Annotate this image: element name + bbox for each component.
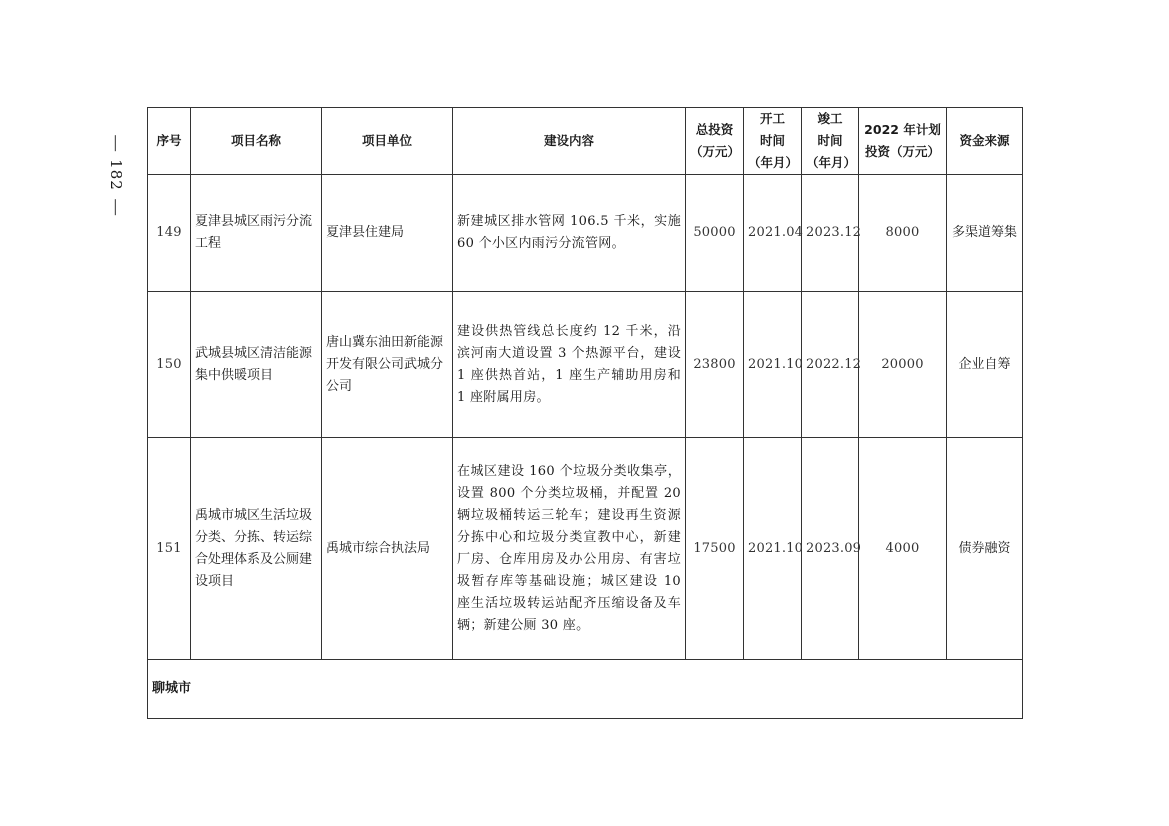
cell-end: 2022.12: [802, 292, 859, 438]
header-source: 资金来源: [947, 108, 1023, 175]
header-start-line1: 开工: [759, 111, 785, 126]
cell-source: 债券融资: [947, 438, 1023, 660]
header-end-line1: 竣工: [817, 111, 843, 126]
cell-total: 50000: [686, 175, 744, 292]
cell-end: 2023.12: [802, 175, 859, 292]
cell-content: 新建城区排水管网 106.5 千米，实施 60 个小区内雨污分流管网。: [453, 175, 686, 292]
cell-total: 17500: [686, 438, 744, 660]
region-row: [148, 660, 1023, 719]
header-unit: 项目单位: [322, 108, 453, 175]
header-plan: [859, 108, 947, 175]
cell-seq: 151: [148, 438, 191, 660]
cell-plan: 4000: [859, 438, 947, 660]
header-seq: 序号: [148, 108, 191, 175]
cell-unit: 唐山冀东油田新能源开发有限公司武城分公司: [322, 292, 453, 438]
header-end-line2: 时间: [817, 133, 843, 148]
cell-end: 2023.09: [802, 438, 859, 660]
header-end: [802, 108, 859, 175]
page-number: [103, 125, 129, 225]
page-number-dash-left: [116, 135, 117, 151]
header-plan-line1: 2022 年计划: [864, 122, 941, 137]
table-row: [148, 175, 1023, 292]
cell-start: 2021.10: [744, 438, 802, 660]
table-header-row: [148, 108, 1023, 175]
cell-plan: 20000: [859, 292, 947, 438]
cell-name: 武城县城区清洁能源集中供暖项目: [191, 292, 322, 438]
header-total-line1: 总投资: [695, 122, 734, 137]
cell-source: 多渠道筹集: [947, 175, 1023, 292]
header-start-line3: （年月）: [748, 155, 799, 170]
table-row: [148, 438, 1023, 660]
cell-content: 在城区建设 160 个垃圾分类收集亭，设置 800 个分类垃圾桶，并配置 20 辆垃圾桶转运三轮车；建设再生资源分拣中心和垃圾分类宣教中心，新建厂房、仓库用房及办公用房、有害垃圾暂存库等基础设施；城区建设 10 座生活垃圾转运站配齐压缩设备及车辆；新建公厕 30 座。: [453, 438, 686, 660]
cell-source: 企业自筹: [947, 292, 1023, 438]
page-number-dash-right: [116, 199, 117, 215]
header-start: [744, 108, 802, 175]
cell-name: 夏津县城区雨污分流工程: [191, 175, 322, 292]
cell-unit: 禹城市综合执法局: [322, 438, 453, 660]
cell-start: 2021.10: [744, 292, 802, 438]
header-end-line3: （年月）: [806, 155, 857, 170]
cell-name: 禹城市城区生活垃圾分类、分拣、转运综合处理体系及公厕建设项目: [191, 438, 322, 660]
cell-unit: 夏津县住建局: [322, 175, 453, 292]
header-content: 建设内容: [453, 108, 686, 175]
header-total: [686, 108, 744, 175]
table-row: [148, 292, 1023, 438]
cell-seq: 149: [148, 175, 191, 292]
cell-start: 2021.04: [744, 175, 802, 292]
cell-plan: 8000: [859, 175, 947, 292]
page-number-text: 182: [107, 159, 126, 191]
header-start-line2: 时间: [759, 133, 785, 148]
header-name: 项目名称: [191, 108, 322, 175]
header-total-line2: （万元）: [690, 144, 741, 159]
project-table: [147, 107, 1023, 719]
cell-content: 建设供热管线总长度约 12 千米，沿滨河南大道设置 3 个热源平台，建设 1 座供热首站，1 座生产辅助用房和 1 座附属用房。: [453, 292, 686, 438]
header-plan-line2: 投资（万元）: [864, 144, 940, 159]
cell-total: 23800: [686, 292, 744, 438]
cell-seq: 150: [148, 292, 191, 438]
region-label: 聊城市: [148, 660, 1023, 719]
